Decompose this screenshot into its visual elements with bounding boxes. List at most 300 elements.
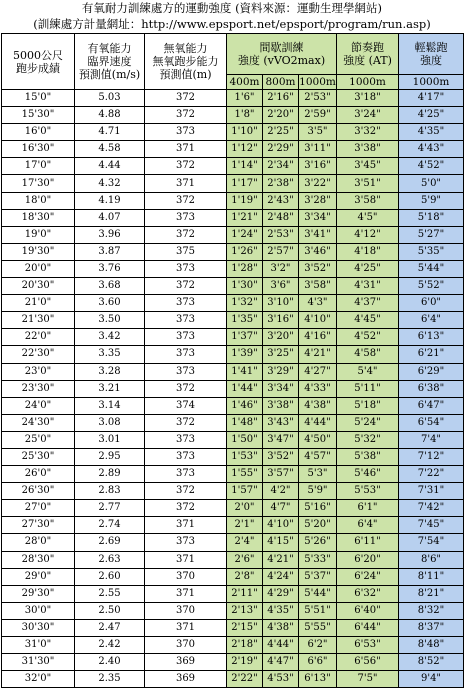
- cell-easy-1000m: 6'13": [399, 329, 464, 346]
- cell-interval-800m: 3'6": [263, 278, 299, 295]
- cell-easy-1000m: 7'12": [399, 448, 464, 465]
- cell-critical-speed: 4.07: [75, 209, 145, 226]
- cell-interval-400m: 1'24": [227, 226, 263, 243]
- page-subtitle: (訓練處方計量網址：http://www.epsport.net/epsport/program/run.asp): [33, 17, 431, 31]
- header-tempo-run: 節奏跑 強度 (AT): [337, 34, 399, 75]
- cell-tempo-1000m: 6'56": [337, 654, 399, 671]
- cell-easy-1000m: 7'42": [399, 500, 464, 517]
- cell-5000m-time: 22'0": [2, 329, 75, 346]
- cell-interval-800m: 4'7": [263, 500, 299, 517]
- page-title: 有氧耐力訓練處方的運動強度 (資料來源：運動生理學網站): [81, 1, 383, 15]
- cell-easy-1000m: 6'21": [399, 346, 464, 363]
- table-row: [2, 329, 464, 346]
- cell-interval-800m: 4'47": [263, 654, 299, 671]
- cell-5000m-time: 26'0": [2, 466, 75, 483]
- cell-critical-speed: 3.68: [75, 278, 145, 295]
- cell-tempo-1000m: 3'51": [337, 175, 399, 192]
- table-row: [2, 141, 464, 158]
- cell-critical-speed: 2.47: [75, 619, 145, 636]
- cell-tempo-1000m: 5'24": [337, 414, 399, 431]
- cell-interval-800m: 3'16": [263, 312, 299, 329]
- header-1000m-tempo: 1000m: [337, 75, 399, 90]
- header-critical-speed: 有氧能力 臨界速度 預測值(m/s): [75, 34, 145, 90]
- table-row: [2, 637, 464, 654]
- cell-easy-1000m: 5'52": [399, 278, 464, 295]
- cell-critical-speed: 2.42: [75, 637, 145, 654]
- cell-interval-1000m: 5'44": [299, 585, 337, 602]
- cell-interval-400m: 2'4": [227, 534, 263, 551]
- cell-critical-speed: 4.88: [75, 107, 145, 124]
- cell-easy-1000m: 4'43": [399, 141, 464, 158]
- cell-anaerobic-capacity: 371: [145, 585, 227, 602]
- cell-5000m-time: 31'30": [2, 654, 75, 671]
- cell-critical-speed: 4.58: [75, 141, 145, 158]
- cell-5000m-time: 30'0": [2, 602, 75, 619]
- table-row: [2, 346, 464, 363]
- cell-interval-1000m: 5'16": [299, 500, 337, 517]
- cell-interval-800m: 3'57": [263, 466, 299, 483]
- cell-anaerobic-capacity: 369: [145, 671, 227, 688]
- cell-interval-1000m: 4'16": [299, 329, 337, 346]
- table-row: [2, 226, 464, 243]
- cell-anaerobic-capacity: 371: [145, 517, 227, 534]
- cell-tempo-1000m: 3'58": [337, 192, 399, 209]
- table-row: [2, 278, 464, 295]
- cell-easy-1000m: 5'35": [399, 243, 464, 260]
- cell-critical-speed: 4.19: [75, 192, 145, 209]
- cell-interval-1000m: 5'26": [299, 534, 337, 551]
- cell-interval-400m: 2'18": [227, 637, 263, 654]
- cell-easy-1000m: 8'11": [399, 568, 464, 585]
- cell-anaerobic-capacity: 373: [145, 260, 227, 277]
- cell-5000m-time: 26'30": [2, 483, 75, 500]
- cell-tempo-1000m: 4'12": [337, 226, 399, 243]
- cell-5000m-time: 27'0": [2, 500, 75, 517]
- table-row: [2, 568, 464, 585]
- cell-easy-1000m: 4'52": [399, 158, 464, 175]
- cell-critical-speed: 3.28: [75, 363, 145, 380]
- cell-critical-speed: 3.35: [75, 346, 145, 363]
- cell-interval-800m: 4'38": [263, 619, 299, 636]
- cell-5000m-time: 17'0": [2, 158, 75, 175]
- cell-critical-speed: 3.08: [75, 414, 145, 431]
- cell-5000m-time: 17'30": [2, 175, 75, 192]
- cell-interval-1000m: 5'9": [299, 483, 337, 500]
- cell-tempo-1000m: 6'20": [337, 551, 399, 568]
- cell-interval-800m: 3'52": [263, 448, 299, 465]
- cell-interval-800m: 3'34": [263, 380, 299, 397]
- cell-5000m-time: 15'30": [2, 107, 75, 124]
- cell-anaerobic-capacity: 371: [145, 551, 227, 568]
- cell-interval-1000m: 4'38": [299, 397, 337, 414]
- cell-interval-400m: 1'30": [227, 278, 263, 295]
- cell-anaerobic-capacity: 373: [145, 295, 227, 312]
- cell-tempo-1000m: 7'5": [337, 671, 399, 688]
- cell-tempo-1000m: 3'32": [337, 124, 399, 141]
- cell-interval-1000m: 3'58": [299, 278, 337, 295]
- cell-easy-1000m: 5'18": [399, 209, 464, 226]
- cell-anaerobic-capacity: 373: [145, 534, 227, 551]
- cell-anaerobic-capacity: 373: [145, 363, 227, 380]
- cell-interval-1000m: 6'6": [299, 654, 337, 671]
- cell-interval-400m: 1'44": [227, 380, 263, 397]
- table-row: [2, 414, 464, 431]
- cell-5000m-time: 25'30": [2, 448, 75, 465]
- cell-easy-1000m: 7'45": [399, 517, 464, 534]
- table-row: [2, 483, 464, 500]
- table-row: [2, 534, 464, 551]
- cell-critical-speed: 3.01: [75, 431, 145, 448]
- table-body: [2, 90, 464, 688]
- table-row: [2, 192, 464, 209]
- cell-tempo-1000m: 5'32": [337, 431, 399, 448]
- table-row: [2, 551, 464, 568]
- cell-interval-1000m: 2'53": [299, 90, 337, 107]
- cell-anaerobic-capacity: 373: [145, 312, 227, 329]
- cell-interval-800m: 3'47": [263, 431, 299, 448]
- cell-tempo-1000m: 6'53": [337, 637, 399, 654]
- header-1000m-interval: 1000m: [299, 75, 336, 88]
- table-row: [2, 175, 464, 192]
- table-row: [2, 107, 464, 124]
- cell-anaerobic-capacity: 373: [145, 124, 227, 141]
- table-row: [2, 260, 464, 277]
- cell-5000m-time: 21'30": [2, 312, 75, 329]
- table-row: [2, 448, 464, 465]
- cell-interval-800m: 3'25": [263, 346, 299, 363]
- cell-interval-400m: 1'55": [227, 466, 263, 483]
- cell-tempo-1000m: 3'18": [337, 90, 399, 107]
- cell-5000m-time: 19'0": [2, 226, 75, 243]
- cell-interval-1000m: 4'33": [299, 380, 337, 397]
- cell-tempo-1000m: 6'40": [337, 602, 399, 619]
- cell-tempo-1000m: 3'24": [337, 107, 399, 124]
- training-table: [1, 33, 464, 688]
- cell-interval-1000m: 3'11": [299, 141, 337, 158]
- cell-tempo-1000m: 6'4": [337, 517, 399, 534]
- cell-interval-400m: 1'6": [227, 90, 263, 107]
- cell-5000m-time: 20'30": [2, 278, 75, 295]
- table-row: [2, 585, 464, 602]
- cell-critical-speed: 2.69: [75, 534, 145, 551]
- cell-anaerobic-capacity: 372: [145, 278, 227, 295]
- cell-easy-1000m: 8'21": [399, 585, 464, 602]
- cell-tempo-1000m: 4'5": [337, 209, 399, 226]
- cell-easy-1000m: 8'6": [399, 551, 464, 568]
- cell-anaerobic-capacity: 372: [145, 90, 227, 107]
- cell-interval-400m: 1'57": [227, 483, 263, 500]
- cell-interval-800m: 2'29": [263, 141, 299, 158]
- cell-critical-speed: 5.03: [75, 90, 145, 107]
- cell-interval-400m: 1'17": [227, 175, 263, 192]
- cell-anaerobic-capacity: 372: [145, 483, 227, 500]
- cell-5000m-time: 23'30": [2, 380, 75, 397]
- cell-5000m-time: 16'0": [2, 124, 75, 141]
- cell-interval-400m: 1'8": [227, 107, 263, 124]
- cell-anaerobic-capacity: 370: [145, 568, 227, 585]
- cell-easy-1000m: 4'17": [399, 90, 464, 107]
- cell-easy-1000m: 8'37": [399, 619, 464, 636]
- cell-tempo-1000m: 6'32": [337, 585, 399, 602]
- cell-tempo-1000m: 6'44": [337, 619, 399, 636]
- header-800m: 800m: [263, 75, 299, 90]
- cell-tempo-1000m: 5'53": [337, 483, 399, 500]
- table-row: [2, 209, 464, 226]
- cell-anaerobic-capacity: 372: [145, 107, 227, 124]
- cell-interval-1000m: 3'22": [299, 175, 337, 192]
- cell-easy-1000m: 6'54": [399, 414, 464, 431]
- cell-interval-800m: 3'38": [263, 397, 299, 414]
- cell-interval-800m: 4'35": [263, 602, 299, 619]
- cell-easy-1000m: 4'35": [399, 124, 464, 141]
- cell-interval-1000m: 4'50": [299, 431, 337, 448]
- cell-interval-400m: 2'13": [227, 602, 263, 619]
- cell-interval-800m: 3'29": [263, 363, 299, 380]
- cell-critical-speed: 2.35: [75, 671, 145, 688]
- cell-5000m-time: 16'30": [2, 141, 75, 158]
- cell-interval-800m: 2'53": [263, 226, 299, 243]
- cell-critical-speed: 3.87: [75, 243, 145, 260]
- cell-tempo-1000m: 4'52": [337, 329, 399, 346]
- cell-critical-speed: 2.95: [75, 448, 145, 465]
- cell-tempo-1000m: 3'38": [337, 141, 399, 158]
- table-row: [2, 243, 464, 260]
- cell-anaerobic-capacity: 373: [145, 209, 227, 226]
- cell-tempo-1000m: 6'24": [337, 568, 399, 585]
- cell-interval-400m: 2'19": [227, 654, 263, 671]
- cell-anaerobic-capacity: 374: [145, 397, 227, 414]
- table-row: [2, 363, 464, 380]
- cell-5000m-time: 18'30": [2, 209, 75, 226]
- cell-anaerobic-capacity: 372: [145, 158, 227, 175]
- cell-critical-speed: 2.74: [75, 517, 145, 534]
- cell-interval-400m: 1'10": [227, 124, 263, 141]
- cell-anaerobic-capacity: 373: [145, 466, 227, 483]
- cell-critical-speed: 2.50: [75, 602, 145, 619]
- cell-interval-1000m: 3'52": [299, 260, 337, 277]
- cell-anaerobic-capacity: 370: [145, 602, 227, 619]
- cell-interval-1000m: 4'3": [299, 295, 337, 312]
- cell-interval-800m: 2'57": [263, 243, 299, 260]
- cell-easy-1000m: 7'22": [399, 466, 464, 483]
- cell-interval-1000m: 4'57": [299, 448, 337, 465]
- table-row: [2, 380, 464, 397]
- cell-easy-1000m: 9'4": [399, 671, 464, 688]
- cell-interval-1000m: 5'37": [299, 568, 337, 585]
- cell-interval-1000m: 3'46": [299, 243, 337, 260]
- cell-interval-800m: 2'25": [263, 124, 299, 141]
- cell-5000m-time: 31'0": [2, 637, 75, 654]
- cell-interval-800m: 4'53": [263, 671, 299, 688]
- cell-5000m-time: 28'30": [2, 551, 75, 568]
- cell-interval-400m: 1'37": [227, 329, 263, 346]
- cell-interval-800m: 4'24": [263, 568, 299, 585]
- cell-5000m-time: 24'0": [2, 397, 75, 414]
- cell-interval-800m: 3'2": [263, 260, 299, 277]
- cell-interval-800m: 4'15": [263, 534, 299, 551]
- cell-anaerobic-capacity: 371: [145, 619, 227, 636]
- cell-interval-800m: 3'10": [263, 295, 299, 312]
- cell-interval-800m: 3'43": [263, 414, 299, 431]
- table-row: [2, 654, 464, 671]
- cell-interval-400m: 1'39": [227, 346, 263, 363]
- cell-interval-400m: 1'26": [227, 243, 263, 260]
- cell-anaerobic-capacity: 373: [145, 329, 227, 346]
- cell-critical-speed: 3.14: [75, 397, 145, 414]
- cell-interval-1000m: 4'27": [299, 363, 337, 380]
- cell-interval-400m: 2'11": [227, 585, 263, 602]
- header-1000m-easy: 1000m: [399, 75, 464, 90]
- cell-easy-1000m: 6'47": [399, 397, 464, 414]
- table-row: [2, 517, 464, 534]
- table-row: [2, 312, 464, 329]
- cell-interval-1000m: 5'55": [299, 619, 337, 636]
- cell-easy-1000m: 5'9": [399, 192, 464, 209]
- cell-easy-1000m: 7'54": [399, 534, 464, 551]
- cell-interval-800m: 2'34": [263, 158, 299, 175]
- cell-anaerobic-capacity: 375: [145, 243, 227, 260]
- cell-easy-1000m: 4'25": [399, 107, 464, 124]
- cell-critical-speed: 3.50: [75, 312, 145, 329]
- cell-interval-400m: 1'12": [227, 141, 263, 158]
- cell-interval-400m: 1'19": [227, 192, 263, 209]
- cell-critical-speed: 2.60: [75, 568, 145, 585]
- table-row: [2, 397, 464, 414]
- cell-interval-400m: 1'48": [227, 414, 263, 431]
- cell-interval-1000m: 4'44": [299, 414, 337, 431]
- cell-critical-speed: 3.76: [75, 260, 145, 277]
- cell-5000m-time: 24'30": [2, 414, 75, 431]
- cell-interval-400m: 1'14": [227, 158, 263, 175]
- cell-5000m-time: 18'0": [2, 192, 75, 209]
- cell-easy-1000m: 6'0": [399, 295, 464, 312]
- cell-5000m-time: 30'30": [2, 619, 75, 636]
- cell-5000m-time: 21'0": [2, 295, 75, 312]
- cell-interval-400m: 1'50": [227, 431, 263, 448]
- cell-easy-1000m: 7'31": [399, 483, 464, 500]
- cell-anaerobic-capacity: 372: [145, 380, 227, 397]
- cell-interval-800m: 4'29": [263, 585, 299, 602]
- cell-5000m-time: 23'0": [2, 363, 75, 380]
- cell-interval-1000m: 5'3": [299, 466, 337, 483]
- cell-interval-400m: 1'41": [227, 363, 263, 380]
- cell-anaerobic-capacity: 372: [145, 414, 227, 431]
- table-row: [2, 90, 464, 107]
- header-easy-run: 輕鬆跑 強度: [399, 34, 464, 75]
- cell-anaerobic-capacity: 373: [145, 346, 227, 363]
- header-interval-training: 間歇訓練 強度 (vVO2max): [227, 34, 337, 75]
- cell-easy-1000m: 8'52": [399, 654, 464, 671]
- cell-5000m-time: 25'0": [2, 431, 75, 448]
- header-anaerobic-capacity: 無氧能力 無氧跑步能力 預測值(m): [145, 34, 227, 90]
- cell-tempo-1000m: 5'18": [337, 397, 399, 414]
- cell-interval-1000m: 5'33": [299, 551, 337, 568]
- header-5000m-time: 5000公尺 跑步成績: [2, 34, 75, 90]
- cell-interval-400m: 2'0": [227, 500, 263, 517]
- cell-interval-400m: 2'15": [227, 619, 263, 636]
- cell-interval-800m: 4'2": [263, 483, 299, 500]
- cell-interval-1000m: 3'34": [299, 209, 337, 226]
- cell-interval-1000m: 6'13": [299, 671, 337, 688]
- cell-5000m-time: 32'0": [2, 671, 75, 688]
- cell-5000m-time: 27'30": [2, 517, 75, 534]
- cell-5000m-time: 19'30": [2, 243, 75, 260]
- header-400m: 400m: [227, 75, 263, 90]
- cell-critical-speed: 2.83: [75, 483, 145, 500]
- cell-tempo-1000m: 5'38": [337, 448, 399, 465]
- cell-critical-speed: 4.32: [75, 175, 145, 192]
- table-row: [2, 295, 464, 312]
- cell-easy-1000m: 5'27": [399, 226, 464, 243]
- cell-interval-400m: 1'35": [227, 312, 263, 329]
- cell-anaerobic-capacity: 371: [145, 141, 227, 158]
- cell-critical-speed: 3.21: [75, 380, 145, 397]
- cell-interval-1000m: 3'5": [299, 124, 337, 141]
- table-row: [2, 671, 464, 688]
- cell-anaerobic-capacity: 372: [145, 192, 227, 209]
- table-row: [2, 158, 464, 175]
- cell-interval-800m: 4'21": [263, 551, 299, 568]
- cell-interval-400m: 2'6": [227, 551, 263, 568]
- cell-interval-400m: 2'1": [227, 517, 263, 534]
- cell-tempo-1000m: 5'11": [337, 380, 399, 397]
- cell-critical-speed: 3.42: [75, 329, 145, 346]
- table-row: [2, 431, 464, 448]
- cell-anaerobic-capacity: 369: [145, 654, 227, 671]
- table-row: [2, 602, 464, 619]
- cell-interval-400m: 2'8": [227, 568, 263, 585]
- cell-interval-1000m: 4'21": [299, 346, 337, 363]
- cell-5000m-time: 29'30": [2, 585, 75, 602]
- table-row: [2, 619, 464, 636]
- cell-interval-800m: 2'43": [263, 192, 299, 209]
- cell-interval-1000m: 3'16": [299, 158, 337, 175]
- table-row: [2, 124, 464, 141]
- cell-interval-800m: 4'10": [263, 517, 299, 534]
- cell-interval-800m: 4'44": [263, 637, 299, 654]
- table-row: [2, 466, 464, 483]
- cell-critical-speed: 2.55: [75, 585, 145, 602]
- cell-tempo-1000m: 6'11": [337, 534, 399, 551]
- cell-easy-1000m: 6'4": [399, 312, 464, 329]
- cell-tempo-1000m: 5'46": [337, 466, 399, 483]
- cell-interval-400m: 1'21": [227, 209, 263, 226]
- cell-interval-400m: 1'32": [227, 295, 263, 312]
- cell-tempo-1000m: 4'45": [337, 312, 399, 329]
- cell-easy-1000m: 5'44": [399, 260, 464, 277]
- cell-easy-1000m: 6'38": [399, 380, 464, 397]
- cell-critical-speed: 2.63: [75, 551, 145, 568]
- cell-tempo-1000m: 4'25": [337, 260, 399, 277]
- cell-critical-speed: 3.96: [75, 226, 145, 243]
- cell-tempo-1000m: 5'4": [337, 363, 399, 380]
- cell-tempo-1000m: 4'58": [337, 346, 399, 363]
- cell-critical-speed: 4.71: [75, 124, 145, 141]
- cell-interval-800m: 2'38": [263, 175, 299, 192]
- cell-interval-1000m: 2'59": [299, 107, 337, 124]
- cell-5000m-time: 20'0": [2, 260, 75, 277]
- cell-critical-speed: 2.40: [75, 654, 145, 671]
- cell-5000m-time: 15'0": [2, 90, 75, 107]
- cell-critical-speed: 2.77: [75, 500, 145, 517]
- cell-interval-400m: 1'53": [227, 448, 263, 465]
- cell-interval-800m: 2'48": [263, 209, 299, 226]
- cell-easy-1000m: 6'29": [399, 363, 464, 380]
- cell-easy-1000m: 5'0": [399, 175, 464, 192]
- cell-critical-speed: 2.89: [75, 466, 145, 483]
- cell-5000m-time: 28'0": [2, 534, 75, 551]
- cell-critical-speed: 3.60: [75, 295, 145, 312]
